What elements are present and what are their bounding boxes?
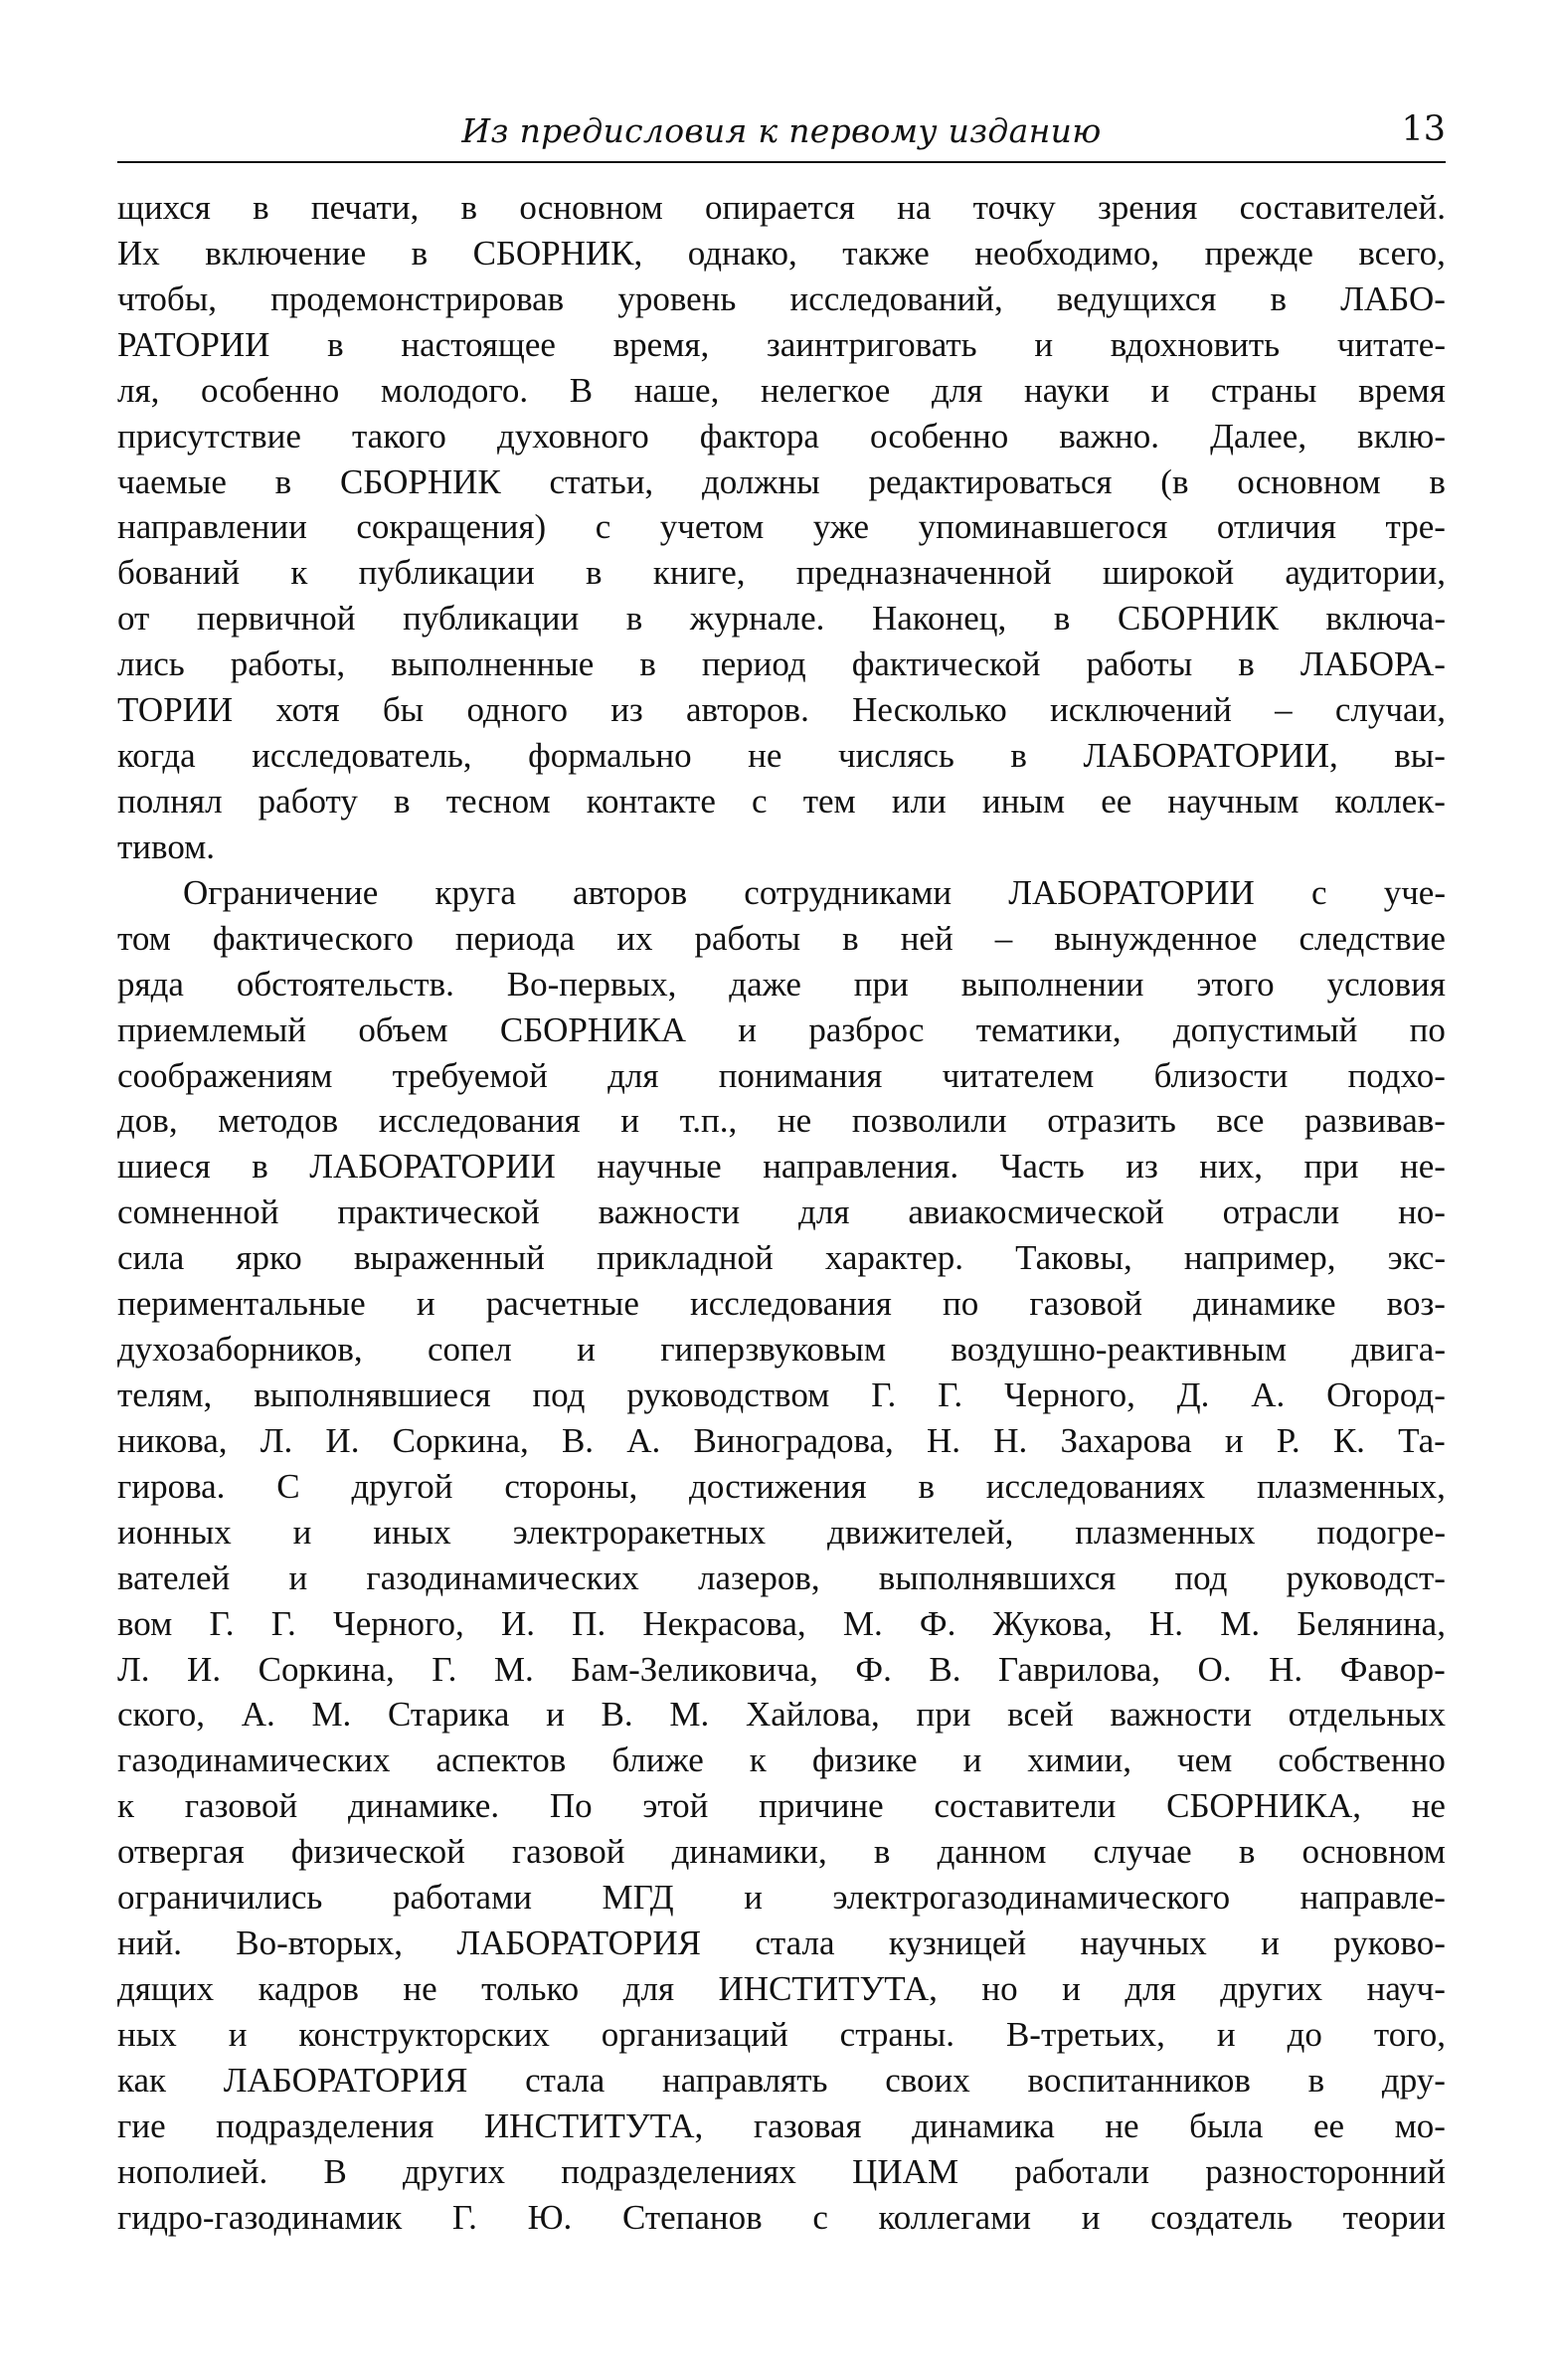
text-line: приемлемый объем СБОРНИКА и разброс тематики, допустимый по: [117, 1009, 1446, 1049]
text-line: ных и конструкторских организаций страны. В-третьих, и до того,: [117, 2014, 1446, 2054]
text-line: сомненной практической важности для авиакосмической отрасли но-: [117, 1192, 1446, 1232]
text-line: ряда обстоятельств. Во-первых, даже при выполнении этого условия: [117, 964, 1446, 1004]
text-line: как ЛАБОРАТОРИЯ стала направлять своих воспитанников в дру-: [117, 2060, 1446, 2100]
book-page: [117, 99, 1446, 2240]
text-line: присутствие такого духовного фактора особенно важно. Далее, вклю-: [117, 416, 1446, 456]
text-line: шиеся в ЛАБОРАТОРИИ научные направления. Часть из них, при не-: [117, 1147, 1446, 1187]
text-line: ний. Во-вторых, ЛАБОРАТОРИЯ стала кузницей научных и руково-: [117, 1923, 1446, 1963]
running-header: [117, 99, 1446, 163]
text-line: РАТОРИИ в настоящее время, заинтриговать и вдохновить читате-: [117, 324, 1446, 364]
text-line: гидро-газодинамик Г. Ю. Степанов с коллегами и создатель теории: [117, 2197, 1446, 2237]
text-line: том фактического периода их работы в ней – вынужденное следствие: [117, 918, 1446, 958]
text-line: ТОРИИ хотя бы одного из авторов. Несколько исключений – случаи,: [117, 690, 1446, 730]
text-line: соображениям требуемой для понимания читателем близости подхо-: [117, 1055, 1446, 1095]
text-line: чаемые в СБОРНИК статьи, должны редактироваться (в основном в: [117, 461, 1446, 501]
text-line: гие подразделения ИНСТИТУТА, газовая динамика не была ее мо-: [117, 2105, 1446, 2145]
text-line: направлении сокращения) с учетом уже упоминавшегося отличия тре-: [117, 507, 1446, 547]
text-line: нополией. В других подразделениях ЦИАМ работали разносторонний: [117, 2151, 1446, 2191]
text-line: отвергая физической газовой динамики, в данном случае в основном: [117, 1832, 1446, 1872]
text-line: тивом.: [117, 826, 216, 866]
text-line: бований к публикации в книге, предназначенной широкой аудитории,: [117, 553, 1446, 593]
running-title: Из предисловия к первому изданию: [461, 111, 1102, 150]
text-line: ля, особенно молодого. В наше, нелегкое для науки и страны время: [117, 370, 1446, 410]
text-line: лись работы, выполненные в период фактической работы в ЛАБОРА-: [117, 644, 1446, 684]
text-line: газодинамических аспектов ближе к физике и химии, чем собственно: [117, 1740, 1446, 1780]
text-line: телям, выполнявшиеся под руководством Г. Г. Черного, Д. А. Огород-: [117, 1374, 1446, 1414]
text-line: Л. И. Соркина, Г. М. Бам-Зеликовича, Ф. В. Гаврилова, О. Н. Фавор-: [117, 1649, 1446, 1689]
text-line: к газовой динамике. По этой причине составители СБОРНИКА, не: [117, 1786, 1446, 1826]
text-line: когда исследователь, формально не числясь в ЛАБОРАТОРИИ, вы-: [117, 736, 1446, 776]
text-line: ионных и иных электроракетных движителей, плазменных подогре-: [117, 1512, 1446, 1552]
text-line: чтобы, продемонстрировав уровень исследований, ведущихся в ЛАБО-: [117, 278, 1446, 318]
text-line: гирова. С другой стороны, достижения в исследованиях плазменных,: [117, 1466, 1446, 1506]
text-line: ского, А. М. Старика и В. М. Хайлова, при всей важности отдельных: [117, 1695, 1446, 1735]
text-line: Ограничение круга авторов сотрудниками ЛАБОРАТОРИИ с уче-: [183, 872, 1446, 912]
text-line: периментальные и расчетные исследования по газовой динамике воз-: [117, 1284, 1446, 1324]
text-line: никова, Л. И. Соркина, В. А. Виноградова, Н. Н. Захарова и Р. К. Та-: [117, 1420, 1446, 1460]
text-line: дящих кадров не только для ИНСТИТУТА, но и для других науч-: [117, 1968, 1446, 2008]
body-text: [117, 185, 1446, 2240]
text-line: щихся в печати, в основном опирается на точку зрения составителей.: [117, 188, 1446, 227]
text-line: от первичной публикации в журнале. Наконец, в СБОРНИК включа-: [117, 599, 1446, 639]
text-line: ограничились работами МГД и электрогазодинамического направле-: [117, 1878, 1446, 1918]
text-line: вом Г. Г. Черного, И. П. Некрасова, М. Ф. Жукова, Н. М. Белянина,: [117, 1603, 1446, 1643]
text-line: вателей и газодинамических лазеров, выполнявшихся под руководст-: [117, 1557, 1446, 1597]
text-line: дов, методов исследования и т.п., не позволили отразить все развивав-: [117, 1101, 1446, 1141]
text-line: духозаборников, сопел и гиперзвуковым воздушно-реактивным двига-: [117, 1330, 1446, 1370]
text-line: полнял работу в тесном контакте с тем или иным ее научным коллек-: [117, 781, 1446, 821]
text-line: Их включение в СБОРНИК, однако, также необходимо, прежде всего,: [117, 233, 1446, 273]
text-line: сила ярко выраженный прикладной характер. Таковы, например, экс-: [117, 1238, 1446, 1278]
page-number: 13: [1401, 109, 1446, 149]
